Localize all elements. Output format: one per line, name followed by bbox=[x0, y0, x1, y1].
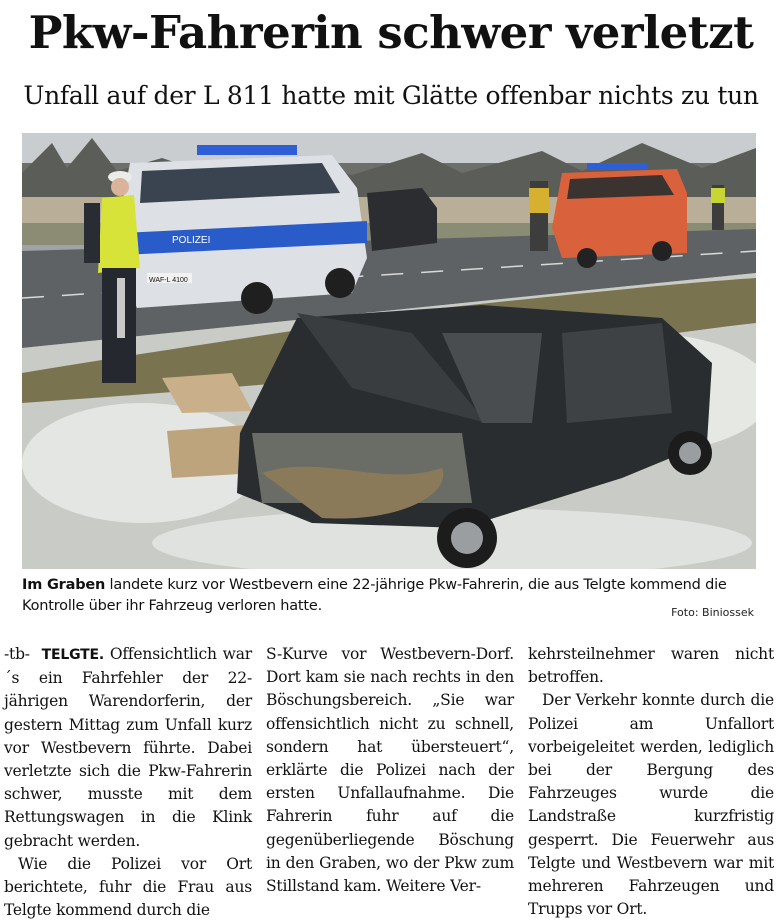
body-paragraph: kehrsteilnehmer waren nicht betroffen. bbox=[528, 645, 774, 687]
body-paragraph: Wie die Polizei vor Ort berichtete, fuhr die Frau aus Telgte kommend durch die bbox=[4, 854, 252, 920]
dateline: TELGTE. bbox=[41, 647, 104, 663]
accident-photo bbox=[22, 133, 756, 569]
article-column-1 bbox=[4, 643, 252, 922]
subheadline: Unfall auf der L 811 hatte mit Glätte offenbar nichts zu tun bbox=[23, 81, 759, 110]
caption-text: landete kurz vor Westbevern eine 22-jährige Pkw-Fahrerin, die aus Telgte kommend die Kontrolle über ihr Fahrzeug verloren hatte. bbox=[22, 577, 727, 614]
caption-lead: Im Graben bbox=[22, 577, 106, 593]
author-tag: -tb- bbox=[4, 645, 30, 663]
photo-caption bbox=[22, 575, 756, 617]
body-paragraph: S-Kurve vor Westbevern-Dorf. Dort kam sie nach rechts in den Böschungsbereich. „Sie war offensichtlich nicht zu schnell, sondern hat übersteuert“, erklärte die Polizei nach der ersten Unfallaufnahme. Die Fahrerin fuhr auf die gegenüberliegende Böschung in den Graben, wo der Pkw zum Stillstand kam. Weitere Ver- bbox=[266, 645, 514, 896]
body-paragraph: Offensichtlich war´s ein Fahrfehler der 22-jährigen Warendorferin, der gestern Mittag zum Unfall kurz vor Westbevern führte. Dabei verletzte sich die Pkw-Fahrerin schwer, musste mit dem Rettungswagen in die Klink gebracht werden. bbox=[4, 645, 252, 850]
article-column-3 bbox=[528, 643, 774, 921]
article-column-2 bbox=[266, 643, 514, 898]
police-van bbox=[122, 145, 367, 314]
photo-credit: Foto: Biniossek bbox=[671, 606, 754, 619]
headline: Pkw-Fahrerin schwer verletzt bbox=[28, 6, 754, 59]
body-paragraph: Der Verkehr konnte durch die Polizei am Unfallort vorbeigeleitet werden, lediglich bei der Bergung des Fahrzeuges wurde die Landstraße kurzfristig gesperrt. Die Feuerwehr aus Telgte und Westbevern war mit mehreren Fahrzeugen und Trupps vor Ort. bbox=[528, 691, 774, 919]
police-van-label: POLIZEI bbox=[172, 235, 211, 246]
fire-vehicle bbox=[552, 163, 687, 268]
plate-text: WAF-L 4100 bbox=[149, 277, 188, 284]
